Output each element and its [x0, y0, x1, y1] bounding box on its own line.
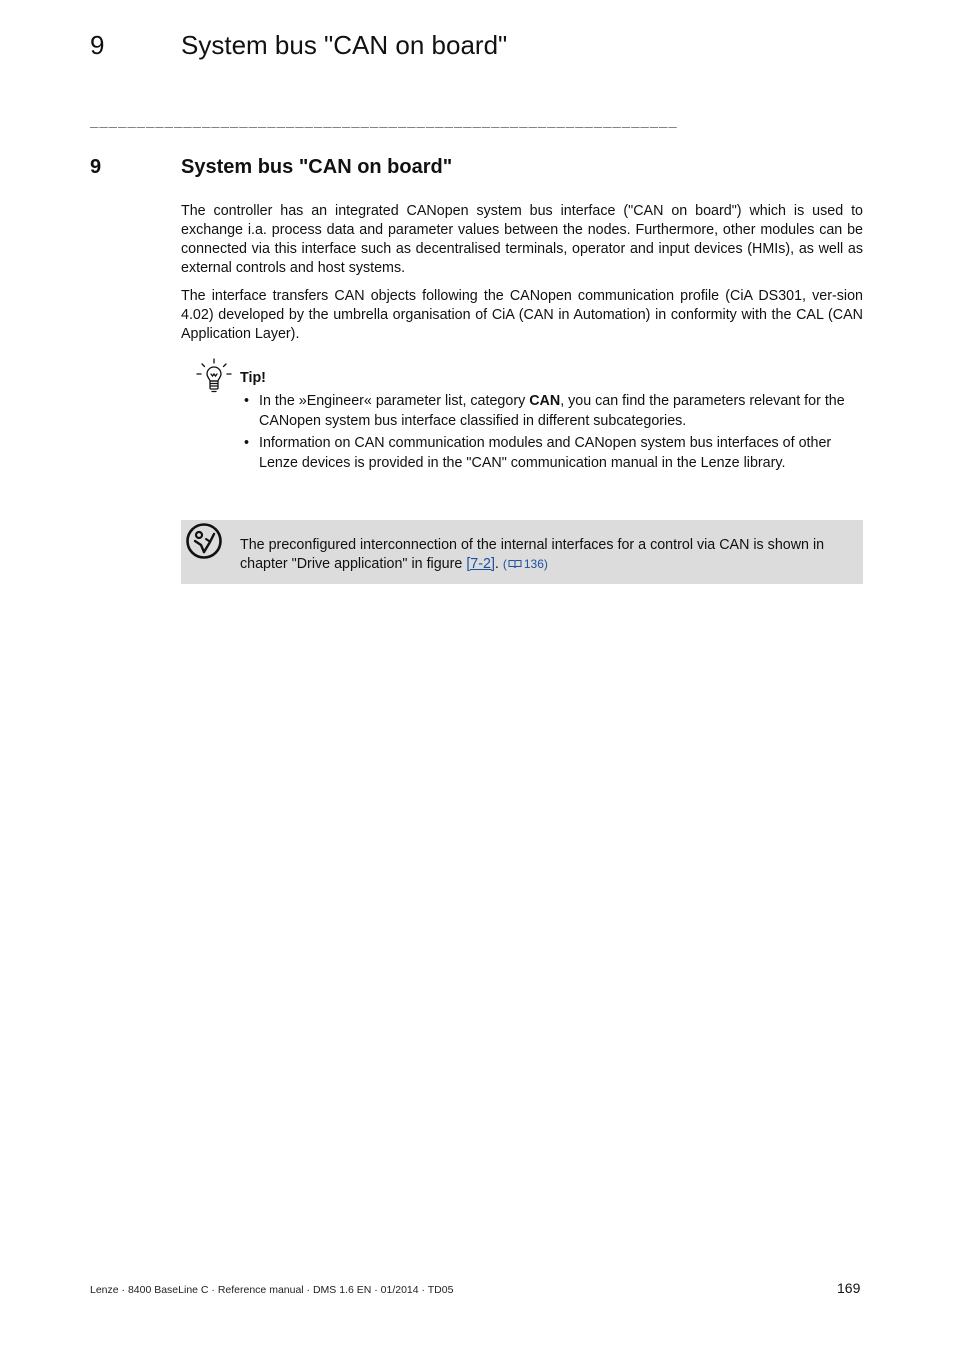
- body-paragraph-2: The interface transfers CAN objects following the CANopen communication profile (CiA DS301, ver-sion 4.02) developed by the umbrella organisation of CiA (CAN in Automation) in conformity with the CAL (CAN Application Layer).: [181, 288, 863, 342]
- tip-label: Tip!: [240, 370, 266, 386]
- bullet: •: [244, 435, 250, 451]
- footer-text: Lenze · 8400 BaseLine C · Reference manual · DMS 1.6 EN · 01/2014 · TD05: [90, 1284, 454, 1296]
- page-number: 169: [837, 1280, 861, 1296]
- note-text-before: The preconfigured interconnection of the internal interfaces for a control via CAN is shown in chapter "Drive application" in figure: [240, 537, 825, 572]
- page-ref-close: ): [543, 557, 548, 571]
- section-number: 9: [90, 156, 102, 178]
- page-ref-page: 136: [523, 557, 544, 571]
- header-rule: _______________________________________________________________: [90, 112, 678, 128]
- section-title: System bus "CAN on board": [181, 156, 453, 178]
- lightbulb-icon: [196, 358, 232, 394]
- tip-item-2-text: Information on CAN communication modules and CANopen system bus interfaces of other Lenze devices is provided in the "CAN" communication manual in the Lenze library.: [259, 435, 832, 471]
- bullet: •: [244, 393, 250, 409]
- running-header-chapter-number: 9: [90, 30, 105, 60]
- page-reference[interactable]: [503, 557, 548, 571]
- page-ref-open: (: [502, 557, 507, 571]
- note-text-after: .: [494, 556, 503, 572]
- tip-item: [244, 391, 864, 431]
- reader-note-icon: [185, 522, 223, 560]
- tip-list: [244, 391, 864, 475]
- running-header-chapter-title: System bus "CAN on board": [181, 30, 508, 60]
- tip-item-1-text-before: In the »Engineer« parameter list, category: [259, 393, 530, 409]
- tip-item-1-category: CAN: [529, 393, 561, 409]
- book-icon: [508, 559, 522, 569]
- figure-link[interactable]: [7-2]: [466, 556, 495, 572]
- note-text: [240, 536, 840, 574]
- body-paragraph-1: The controller has an integrated CANopen system bus interface ("CAN on board") which is used to exchange i.a. process data and parameter values between the nodes. Furthermore, other modules can be connected via this interface such as decentralised terminals, operator and input devices (HMIs), as well as external controls and host systems.: [181, 203, 863, 276]
- tip-item-1-text-after: , you can find the parameters relevant for the CANopen system bus interface classified in different subcategories.: [259, 393, 845, 429]
- tip-item: [244, 433, 864, 473]
